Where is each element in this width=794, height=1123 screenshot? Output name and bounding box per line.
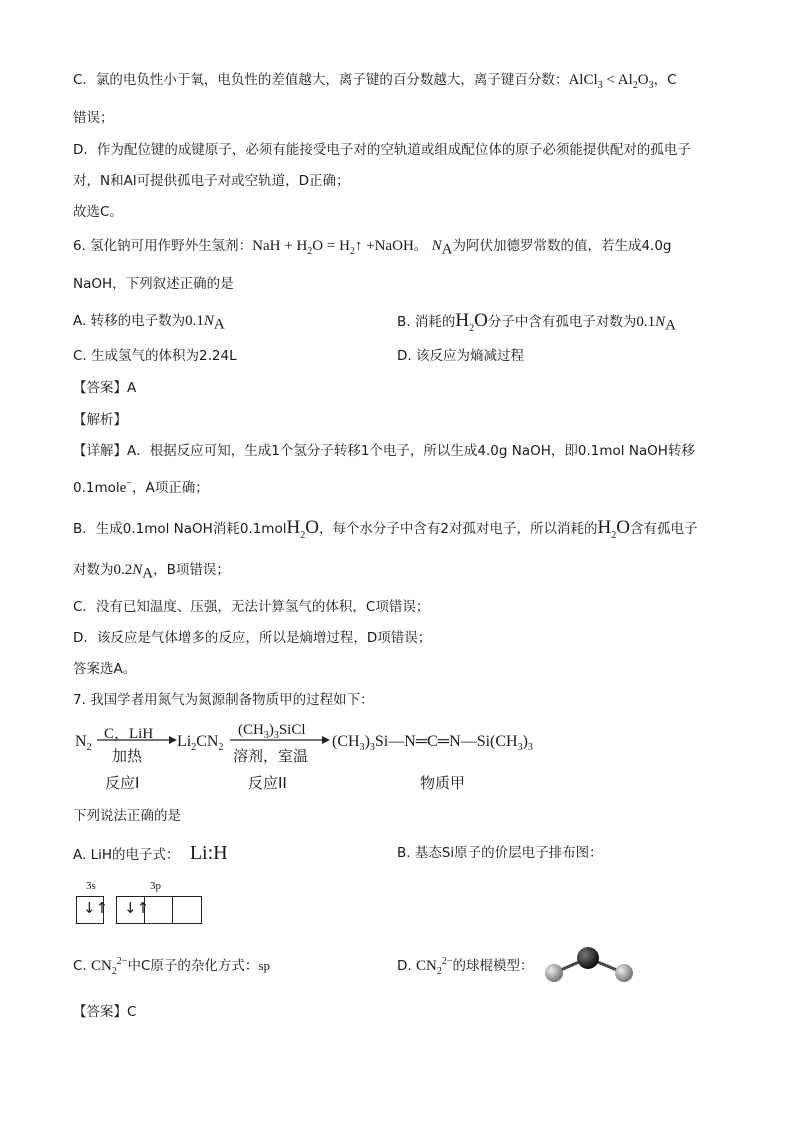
scheme-n2: $N_2$	[75, 733, 92, 754]
scheme-condition1-top: C，LiH	[104, 726, 154, 742]
q5-option-d-line1: D．作为配位键的成键原子，必须有能接受电子对的空轨道或组成配位体的原子必须能提供配对的孤电子	[73, 142, 691, 158]
ball-and-stick-model-image	[540, 944, 640, 984]
scheme-condition1-bottom: 加热	[112, 747, 143, 765]
q6-detail-line3: B．生成0.1mol NaOH消耗0.1molH$_2$O，每个水分子中含有2对孤对电子，所以消耗的$H_2O$含有孤电子	[73, 517, 698, 541]
orbital-box-3s	[76, 896, 109, 924]
q6-option-c: C. 生成氢气的体积为2.24L	[73, 348, 237, 364]
q6-analysis-heading: 【解析】	[73, 412, 127, 428]
q7-option-c: C. $CN_2^{2-}$中C原子的杂化方式：sp	[73, 956, 270, 977]
q7-option-a: A. LiH的电子式： Li:H	[73, 842, 228, 864]
q6-option-d: D. 该反应为熵减过程	[397, 348, 524, 364]
q6-detail-line5: C．没有已知温度、压强，无法计算氢气的体积，C项错误；	[73, 599, 430, 615]
scheme-li2cn2: $Li_2CN_2$	[177, 733, 224, 754]
reaction-arrow-2	[230, 735, 330, 745]
q7-option-b: B. 基态Si原子的价层电子排布图：	[397, 845, 603, 861]
scheme-condition2-bottom: 溶剂，室温	[233, 747, 309, 765]
q6-stem-line2: NaOH，下列叙述正确的是	[73, 276, 234, 292]
q7-stem: 7. 我国学者用氮气为氮源制备物质甲的过程如下：	[73, 692, 374, 708]
orbital-label-3p: 3p	[150, 880, 161, 892]
q6-detail-line6: D．该反应是气体增多的反应，所以是熵增过程，D项错误；	[73, 630, 432, 646]
q6-detail-line2: 0.1mole−，A项正确；	[73, 478, 209, 496]
q6-reaction-equation: NaH + $H_2O$ = $H_2↑$ +NaOH	[252, 238, 414, 257]
scheme-label-reaction2: 反应II	[248, 774, 287, 792]
q6-stem-line1: 6. 氢化钠可用作野外生氢剂：NaH + $H_2O$ = $H_2↑$ +NaOH。 $N_A$为阿伏加德罗常数的值，若生成4.0g	[73, 238, 672, 258]
scheme-condition2-top: $(CH_3)_3SiCl$	[238, 722, 306, 741]
reaction-arrow-1	[97, 735, 177, 745]
scheme-product: $(CH_3)_3Si—N═C═N—Si(CH_3)_3$	[332, 733, 533, 754]
q5-option-d-line2: 对，N和Al可提供孤电子对或空轨道，D正确；	[73, 173, 350, 189]
q6-conclusion: 答案选A。	[73, 661, 137, 677]
orbital-box-3p	[116, 896, 202, 924]
avogadro-symbol: N	[431, 238, 442, 254]
ionic-comparison-formula: AlCl$_3$ < $Al_2O_3$	[568, 72, 654, 91]
q7-answer: 【答案】C	[73, 1004, 137, 1020]
q5-option-c-line1: C．氯的电负性小于氧，电负性的差值越大，离子键的百分数越大，离子键百分数：AlCl$_3$ < $Al_2O_3$，C	[73, 72, 677, 91]
q6-option-a: A. 转移的电子数为$0.1N_A$	[73, 313, 225, 333]
q6-detail-line1: 【详解】A．根据反应可知，生成1个氢分子转移1个电子，所以生成4.0g NaOH，即0.1mol NaOH转移	[73, 443, 695, 459]
paired-electron-arrows-icon: ↓↑	[124, 899, 150, 917]
q6-option-b: B. 消耗的$H_2O$分子中含有孤电子对数为$0.1N_A$	[397, 310, 676, 334]
scheme-label-substance: 物质甲	[420, 774, 466, 792]
lih-electron-formula: Li:H	[189, 842, 228, 864]
scheme-label-reaction1: 反应I	[105, 774, 140, 792]
q5-conclusion: 故选C。	[73, 204, 123, 220]
q6-answer: 【答案】A	[73, 380, 137, 396]
orbital-label-3s: 3s	[86, 880, 96, 892]
q5-option-c-line2: 错误；	[73, 110, 114, 126]
q7-question: 下列说法正确的是	[73, 808, 181, 824]
q7-option-d: D. $CN_2^{2-}$的球棍模型：	[397, 956, 534, 977]
paired-electron-arrows-icon: ↓↑	[83, 899, 109, 917]
q6-detail-line4: 对数为$0.2N_A$，B项错误；	[73, 562, 230, 582]
